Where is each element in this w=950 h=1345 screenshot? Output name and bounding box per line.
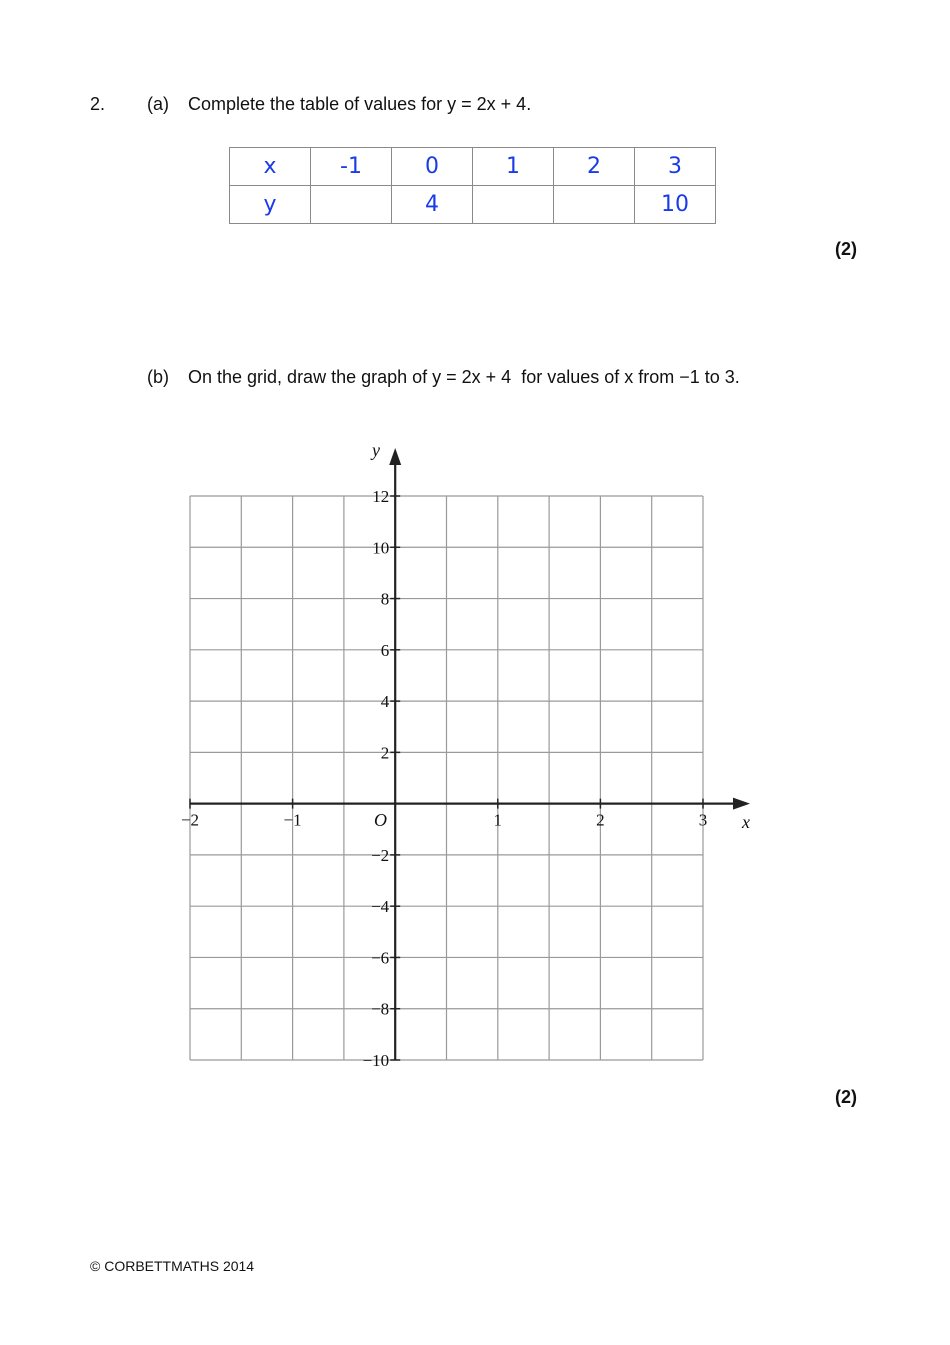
- table-cell: 2: [554, 148, 635, 186]
- x-tick-label: 1: [493, 810, 503, 830]
- table-cell: -1: [311, 148, 392, 186]
- question-number: 2.: [90, 94, 106, 114]
- y-tick-label: 6: [380, 640, 390, 660]
- y-tick-label: 4: [380, 692, 390, 712]
- table-cell: 0: [392, 148, 473, 186]
- y-axis-label: y: [372, 440, 380, 460]
- origin-label: O: [374, 810, 387, 830]
- part-b-marks: (2): [835, 1087, 857, 1107]
- table-cell: y: [230, 186, 311, 224]
- x-tick-label: 3: [698, 810, 708, 830]
- y-tick-label: −2: [371, 845, 390, 865]
- part-a-instruction: Complete the table of values for y = 2x + 4.: [188, 94, 532, 114]
- table-cell: 1: [473, 148, 554, 186]
- x-axis-arrow-icon: [733, 798, 750, 810]
- table-cell: 10: [635, 186, 716, 224]
- part-a-marks: (2): [835, 239, 857, 259]
- x-tick-label: 2: [596, 810, 605, 830]
- y-axis-arrow-icon: [389, 448, 401, 465]
- y-tick-label: −6: [371, 948, 390, 968]
- x-tick-label: −2: [180, 810, 200, 830]
- x-axis-label: x: [742, 812, 750, 832]
- y-tick-label: 8: [380, 589, 390, 609]
- y-tick-label: −10: [362, 1051, 390, 1070]
- table-cell: 3: [635, 148, 716, 186]
- part-b-instruction: On the grid, draw the graph of y = 2x + 4 for values of x from −1 to 3.: [188, 367, 740, 387]
- part-a-label: (a): [147, 94, 169, 114]
- x-tick-label: −1: [283, 810, 302, 830]
- y-tick-label: −4: [371, 897, 390, 917]
- copyright-footer: © CORBETTMATHS 2014: [90, 1258, 255, 1274]
- part-b-label: (b): [147, 367, 169, 387]
- table-cell: 4: [392, 186, 473, 224]
- y-tick-label: −8: [371, 999, 390, 1019]
- y-tick-label: 12: [372, 487, 390, 506]
- table-cell: x: [230, 148, 311, 186]
- y-tick-label: 10: [372, 538, 390, 558]
- y-tick-label: 2: [380, 743, 390, 763]
